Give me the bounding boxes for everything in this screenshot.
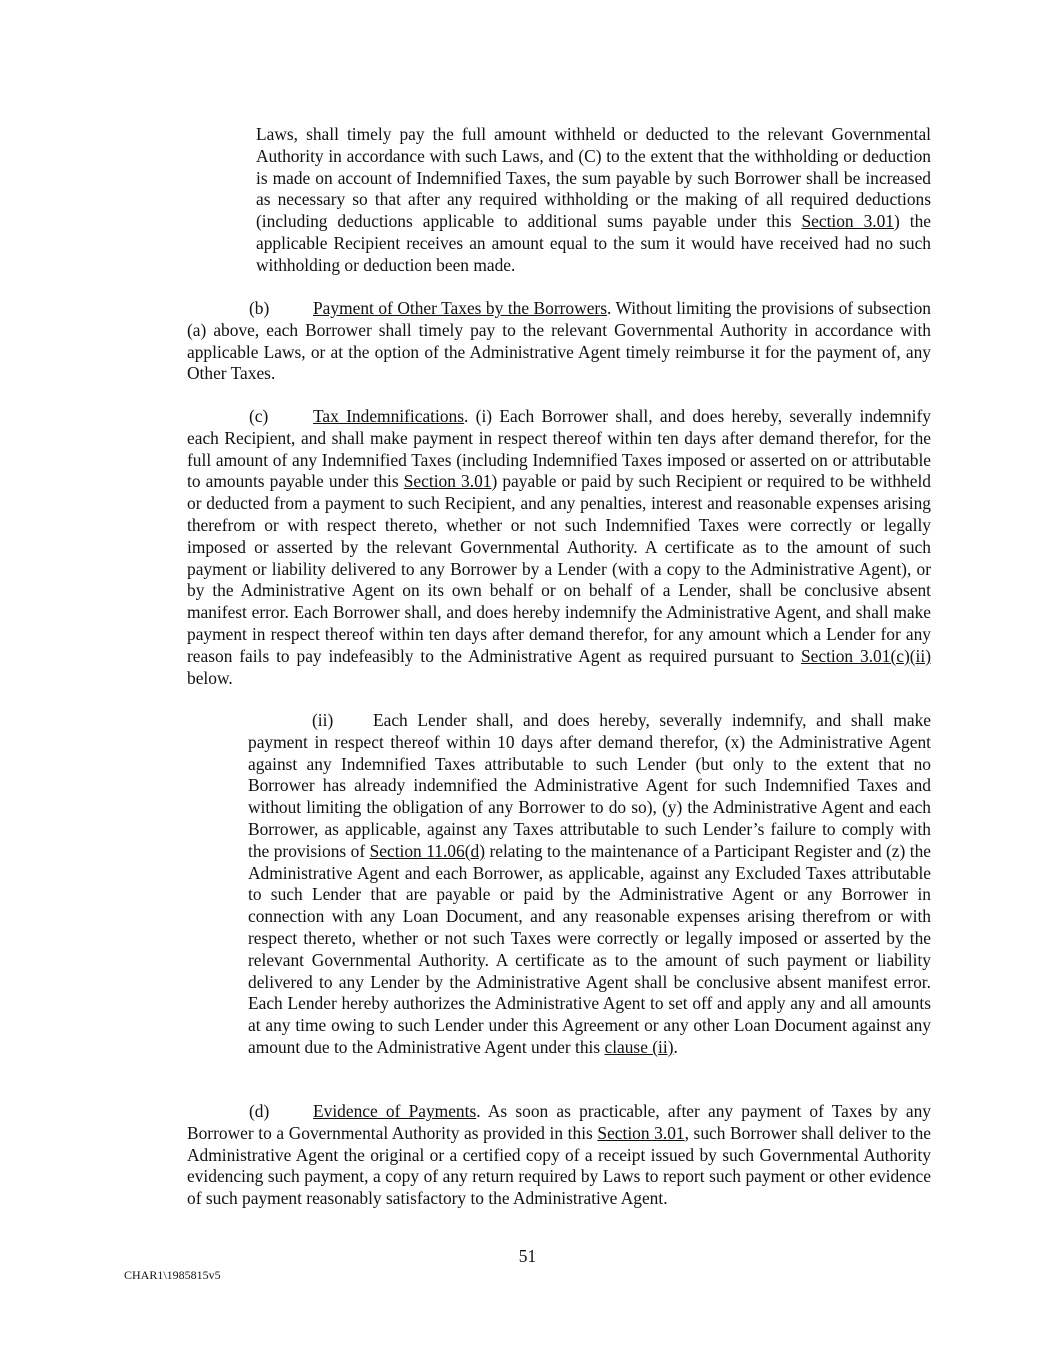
section-3-01-reference: Section 3.01 xyxy=(597,1122,685,1143)
section-3-01-c-ii-reference: Section 3.01(c)(ii) xyxy=(800,645,931,666)
paragraph-c-ii-text-1: Each Lender shall, and does hereby, severally indemnify, and shall make payment in respect thereof within 10 days after demand therefor, (x) the Administrative Agent against any Indemnified Taxes attributable to such Lender (but only to the extent that no Borrower has already indemnified the Administrative Agent for such Indemnified Taxes and without limiting the obligation of any Borrower to do so), (y) the Administrative Agent and each Borrower, as applicable, against any Taxes attributable to such Lender’s failure to comply with the provisions of xyxy=(248,710,931,861)
paragraph-d-text-1: . As soon as practicable, after any payment of Taxes by any Borrower to a Governmental Authority as provided in this xyxy=(187,1101,931,1143)
paragraph-c-ii xyxy=(248,710,931,1059)
paragraph-d-label: (d) xyxy=(249,1101,270,1121)
paragraph-b-heading: Payment of Other Taxes by the Borrowers xyxy=(313,298,607,318)
paragraph-b-label: (b) xyxy=(249,298,270,318)
paragraph-c-text-1: . (i) Each Borrower shall, and does hereby, severally indemnify each Recipient, and shall make payment in respect thereof within ten days after demand therefor, for the full amount of any Indemnified Taxes (including Indemnified Taxes imposed or asserted on or attributable to amounts payable under this xyxy=(187,406,931,492)
paragraph-c-text-2: ) payable or paid by such Recipient or required to be withheld or deducted from a payment to such Recipient, and any penalties, interest and reasonable expenses arising therefrom or with respect thereto, whether or not such Indemnified Taxes were correctly or legally imposed or asserted by the relevant Governmental Authority. A certificate as to the amount of such payment or liability delivered to any Borrower by a Lender (with a copy to the Administrative Agent), or by the Administrative Agent on its own behalf or on behalf of a Lender, shall be conclusive absent manifest error. Each Borrower shall, and does hereby indemnify the Administrative Agent, and shall make payment in respect thereof within ten days after demand therefor, for any amount which a Lender for any reason fails to pay indefeasibly to the Administrative Agent as required pursuant to xyxy=(187,471,931,666)
paragraph-d-heading: Evidence of Payments xyxy=(313,1101,477,1121)
section-11-06-d-reference: Section 11.06(d) xyxy=(369,840,485,861)
paragraph-c-label: (c) xyxy=(249,406,269,426)
paragraph-c xyxy=(187,406,931,689)
paragraph-a-continuation xyxy=(256,124,931,277)
paragraph-c-ii-text-2: relating to the maintenance of a Participant Register and (z) the Administrative Agent and each Borrower, as applicable, against any Excluded Taxes attributable to such Lender that are payable or paid by the Administrative Agent or any Borrower in connection with any Loan Document, and any reasonable expenses arising therefrom or with respect thereto, whether or not such Taxes were correctly or legally imposed or asserted by the relevant Governmental Authority. A certificate as to the amount of such payment or liability delivered to any Lender by the Administrative Agent shall be conclusive absent manifest error. Each Lender hereby authorizes the Administrative Agent to set off and apply any and all amounts at any time owing to such Lender under this Agreement or any other Loan Document against any amount due to the Administrative Agent under this xyxy=(248,840,931,1057)
paragraph-a-text-1: Laws, shall timely pay the full amount withheld or deducted to the relevant Governmental Authority in accordance with such Laws, and (C) to the extent that the withholding or deduction is made on account of Indemnified Taxes, the sum payable by such Borrower shall be increased as necessary so that after any required withholding or the making of all required deductions (including deductions applicable to additional sums payable under this xyxy=(256,124,931,232)
paragraph-d-text-2: , such Borrower shall deliver to the Administrative Agent the original or a certified copy of a receipt issued by such Governmental Authority evidencing such payment, a copy of any return required by Laws to report such payment or other evidence of such payment reasonably satisfactory to the Administrative Agent. xyxy=(187,1122,931,1209)
page-number: 51 xyxy=(518,1246,537,1266)
paragraph-c-heading: Tax Indemnifications xyxy=(313,406,464,426)
paragraph-a-text-2: ) the applicable Recipient receives an amount equal to the sum it would have received had no such withholding or deduction been made. xyxy=(256,211,931,275)
paragraph-c-ii-label: (ii) xyxy=(312,710,334,730)
paragraph-b xyxy=(187,298,931,385)
paragraph-b-text: . Without limiting the provisions of subsection (a) above, each Borrower shall timely pay to the relevant Governmental Authority in accordance with applicable Laws, or at the option of the Administrative Agent timely reimburse it for the payment of, any Other Taxes. xyxy=(187,298,931,384)
document-id: CHAR1\1985815v5 xyxy=(124,1268,221,1282)
paragraph-d xyxy=(187,1101,931,1210)
section-3-01-reference: Section 3.01 xyxy=(801,211,894,232)
section-3-01-reference: Section 3.01 xyxy=(403,471,492,492)
paragraph-c-text-3: below. xyxy=(187,667,233,688)
clause-ii-reference: clause (ii) xyxy=(604,1036,674,1057)
paragraph-c-ii-text-3: . xyxy=(673,1036,678,1057)
